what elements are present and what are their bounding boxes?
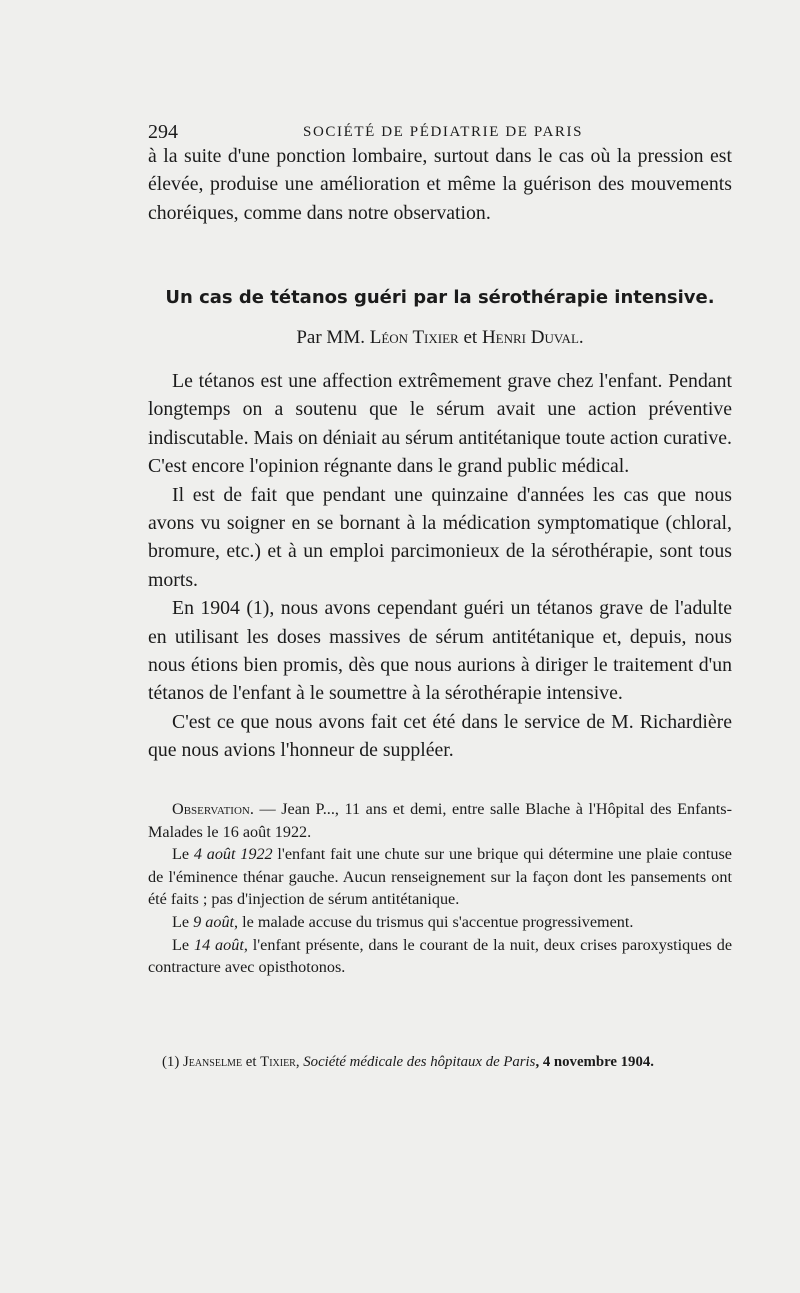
observation-date: 4 août 1922 <box>193 845 273 864</box>
article-body <box>148 367 732 765</box>
observation-paragraph <box>148 934 732 979</box>
footnote-journal: Société médicale des hôpitaux de Paris <box>303 1054 536 1070</box>
observation-paragraph <box>148 911 732 934</box>
intro-paragraph: à la suite d'une ponction lombaire, surtout dans le cas où la pression est élevée, produise une amélioration et même la guérison des mouvements choréiques, comme dans notre observation. <box>148 145 732 224</box>
author-tixier: Léon Tixier <box>369 327 459 348</box>
byline <box>148 327 732 349</box>
observation-label: Observation. <box>172 800 254 818</box>
observation-prefix: Le <box>172 912 194 931</box>
byline-join: et <box>463 327 478 348</box>
intro-paragraph-block <box>148 142 732 227</box>
footnote-paragraph: (1) Jeanselme et Tixier, Société médicale des hôpitaux de Paris, 4 novembre 1904. <box>162 1054 654 1070</box>
observation-text: , l'enfant présente, dans le courant de la nuit, deux crises paroxystiques de contracture avec opisthotonos. <box>148 935 732 977</box>
observation-block <box>148 798 732 979</box>
observation-date: 9 août <box>193 912 235 931</box>
running-head: SOCIÉTÉ DE PÉDIATRIE DE PARIS <box>303 124 584 140</box>
body-paragraph: En 1904 (1), nous avons cependant guéri un tétanos grave de l'adulte en utilisant les doses massives de sérum antitétanique et, depuis, nous nous étions bien promis, dès que nous aurions à diriger le traitement d'un tétanos de l'enfant à le soumettre à la sérothérapie intensive. <box>148 597 732 705</box>
observation-prefix: Le <box>172 935 194 954</box>
observation-paragraph <box>148 843 732 911</box>
footnote-author-tixier: Tixier <box>260 1054 296 1070</box>
observation-text: l'enfant fait une chute sur une brique qui détermine une plaie contuse de l'éminence thénar gauche. Aucun renseignement sur la façon dont les pansements ont été faits ; pas d'injection de sérum antitétanique. <box>148 845 732 909</box>
footnote-marker: (1) <box>162 1054 180 1070</box>
body-paragraph: Le tétanos est une affection extrêmement grave chez l'enfant. Pendant longtemps on a soutenu que le sérum avait une action préventive indiscutable. Mais on déniait au sérum antitétanique toute action curative. C'est encore l'opinion régnante dans le grand public médical. <box>148 370 732 478</box>
author-duval: Henri Duval. <box>481 327 584 348</box>
body-paragraph: Il est de fait que pendant une quinzaine d'années les cas que nous avons vu soigner en se bornant à la médication symptomatique (chloral, bromure, etc.) et à un emploi parcimonieux de la sérothérapie, sont tous morts. <box>148 483 732 591</box>
footnote-date: , 4 novembre 1904. <box>535 1054 654 1070</box>
article-title: Un cas de tétanos guéri par la sérothérapie intensive. <box>165 287 715 308</box>
observation-date: 14 août <box>193 935 244 954</box>
observation-prefix: Le <box>172 845 194 864</box>
observation-paragraph <box>148 798 732 843</box>
byline-prefix: Par MM. <box>296 327 365 348</box>
footnote-author-jeanselme: Jeanselme <box>182 1054 243 1070</box>
footnote-join: et <box>245 1054 257 1070</box>
observation-text: , le malade accuse du trismus qui s'accentue progressivement. <box>234 912 634 931</box>
observation-text: — Jean P..., 11 ans et demi, entre salle Blache à l'Hôpital des Enfants-Malades le 16 août 1922. <box>148 800 732 841</box>
body-paragraph: C'est ce que nous avons fait cet été dans le service de M. Richardière que nous avions l'honneur de suppléer. <box>148 710 732 762</box>
footnote <box>148 1052 732 1073</box>
page-number: 294 <box>148 121 178 143</box>
